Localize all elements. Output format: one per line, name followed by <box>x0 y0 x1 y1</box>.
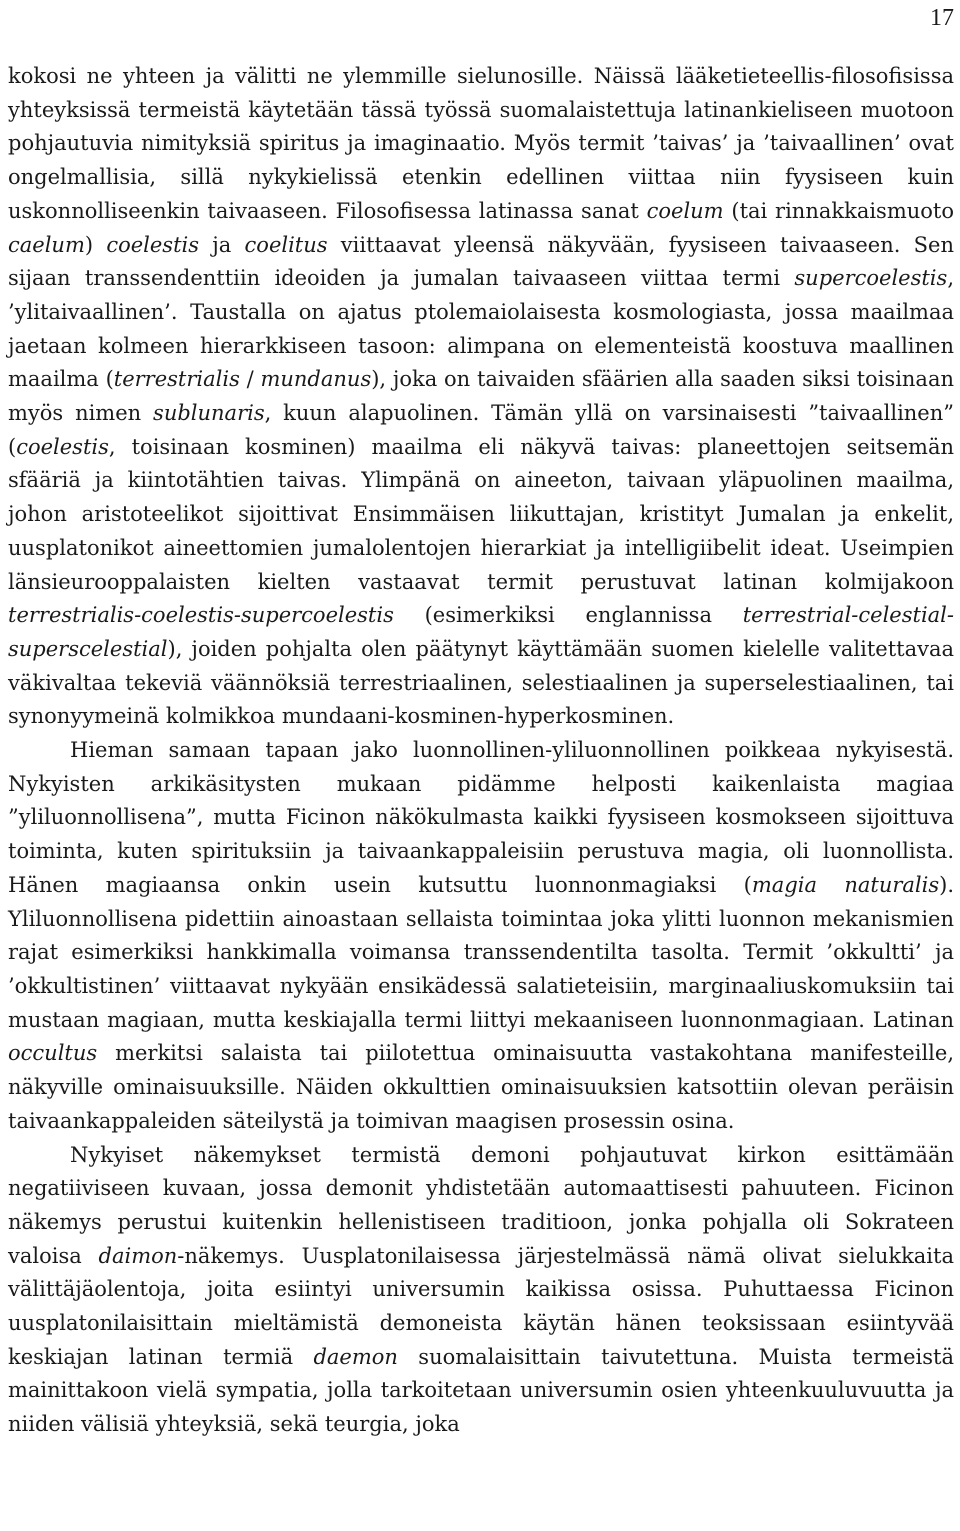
italic-term: magia naturalis <box>751 872 940 897</box>
italic-term: daimon <box>98 1243 178 1268</box>
italic-term: coelestis <box>16 434 109 459</box>
text-run: -näkemys. Uusplatonilaisessa järjestelmässä nämä olivat sielukkaita välittäjäolentoja, joita esiintyi universumin kaikissa osissa. Puhuttaessa Ficinon uusplatonilaisittain mieltämistä demoneista käytän hänen teoksissaan esiintyvää keskiajan latinan termiä <box>8 1243 954 1369</box>
text-run: viittaavat yleensä näkyvään, fyysiseen taivaaseen. Sen sijaan transsendenttiin ideoiden ja jumalan taivaaseen viittaa termi <box>8 232 954 291</box>
text-run: ) <box>84 232 107 257</box>
page-number: 17 <box>930 5 954 31</box>
body-text <box>8 60 954 1442</box>
italic-term: sublunaris <box>153 401 265 426</box>
italic-term: daemon <box>313 1344 398 1369</box>
text-run: Hieman samaan tapaan jako luonnollinen-yliluonnollinen poikkeaa nykyisestä. Nykyisten arkikäsitysten mukaan pidämme helposti kaikenlaista magiaa ”yliluonnollisena”, mutta Ficinon näkökulmasta kaikki fyysiseen kosmokseen sijoittuva toiminta, kuten spirituksiin ja taivaankappaleisiin perustuva magia, oli luonnollista. Hänen magiaansa onkin usein kutsuttu luonnonmagiaksi ( <box>8 738 954 897</box>
italic-term: terrestrial-celestial-superscelestial <box>8 603 954 661</box>
text-run: , ’ylitaivaallinen’. Taustalla on ajatus ptolemaiolaisesta kosmologiasta, jossa maailmaa jaetaan kolmeen hierarkkiseen tasoon: alimpana on elementeistä koostuva maallinen maailma ( <box>8 266 954 392</box>
text-run: suomalaisittain taivutettuna. Muista termeistä mainittakoon vielä sympatia, jolla tarkoitetaan universumin osien yhteenkuuluvuutta ja niiden välisiä yhteyksiä, sekä teurgia, joka <box>8 1344 954 1437</box>
text-run: Nykyiset näkemykset termistä demoni pohjautuvat kirkon esittämään negatiiviseen kuvaan, jossa demonit yhdistetään automaattisesti pahuuteen. Ficinon näkemys perustui kuitenkin hellenistiseen traditioon, jonka pohjalla oli Sokrateen valoisa <box>8 1142 954 1268</box>
italic-term: coelum <box>646 198 724 223</box>
italic-term: occultus <box>8 1041 98 1066</box>
text-run: , kuun alapuolinen. Tämän yllä on varsinaisesti ”taivaallinen” ( <box>8 401 954 459</box>
text-run: / <box>239 367 261 392</box>
paragraph <box>8 60 954 734</box>
italic-term: supercoelestis <box>794 266 948 291</box>
italic-term: coelestis <box>106 232 200 257</box>
text-run: , toisinaan kosminen) maailma eli näkyvä taivas: planeettojen seitsemän sfääriä ja kiintotähtien taivas. Ylimpänä on aineeton, taivaan yläpuolinen maailma, johon aristoteelikot sijoittivat Ensimmäisen liikuttajan, kristityt Jumalan ja enkelit, uusplatonikot aineettomien jumalolentojen hierarkiat ja intelligiibelit ideat. Useimpien länsieurooppalaisten kielten vastaavat termit perustuvat latinan kolmijakoon <box>8 434 954 594</box>
italic-term: caelum <box>8 232 85 257</box>
italic-term: terrestrialis <box>113 367 240 392</box>
text-run: (tai rinnakkaismuoto <box>723 198 954 223</box>
text-run: ), joiden pohjalta olen päätynyt käyttämään suomen kielelle valitettavaa väkivaltaa tekeviä väännöksiä terrestriaalinen, selestiaalinen ja superselestiaalinen, tai synonyymeinä kolmikkoa mundaani-kosminen-hyperkosminen. <box>8 636 954 729</box>
italic-term: coelitus <box>244 232 328 257</box>
text-run: ja <box>199 232 245 257</box>
italic-term: terrestrialis-coelestis-supercoelestis <box>8 603 394 628</box>
italic-term: mundanus <box>260 367 372 392</box>
text-run: kokosi ne yhteen ja välitti ne ylemmille sielunosille. Näissä lääketieteellis-filosofisissa yhteyksissä termeistä käytetään tässä työssä suomalaistettuja latinankieliseen muotoon pohjautuvia nimityksiä spiritus ja imaginaatio. Myös termit ’taivas’ ja ’taivaallinen’ ovat ongelmallisia, sillä nykykielissä etenkin edellinen viittaa niin fyysiseen kuin uskonnolliseenkin taivaaseen. Filosofisessa latinassa sanat <box>8 64 954 223</box>
paragraph <box>8 1139 954 1442</box>
text-run: ), joka on taivaiden sfäärien alla saaden siksi toisinaan myös nimen <box>8 367 954 426</box>
text-run: ). Yliluonnollisena pidettiin ainoastaan sellaista toimintaa joka ylitti luonnon mekanismien rajat esimerkiksi hankkimalla voimansa transsendentilta tasolta. Termit ’okkultti’ ja ’okkultistinen’ viittaavat nykyään ensikädessä salatieteisiin, marginaaliuskomuksiin tai mustaan magiaan, mutta keskiajalla termi liittyi mekaaniseen luonnonmagiaan. Latinan <box>8 872 954 1032</box>
text-run: (esimerkiksi englannissa <box>393 603 743 628</box>
text-run: merkitsi salaista tai piilotettua ominaisuutta vastakohtana manifesteille, näkyville ominaisuuksille. Näiden okkulttien ominaisuuksien katsottiin olevan peräisin taivaankappaleiden säteilystä ja toimivan maagisen prosessin osina. <box>8 1041 954 1133</box>
paragraph <box>8 734 954 1138</box>
